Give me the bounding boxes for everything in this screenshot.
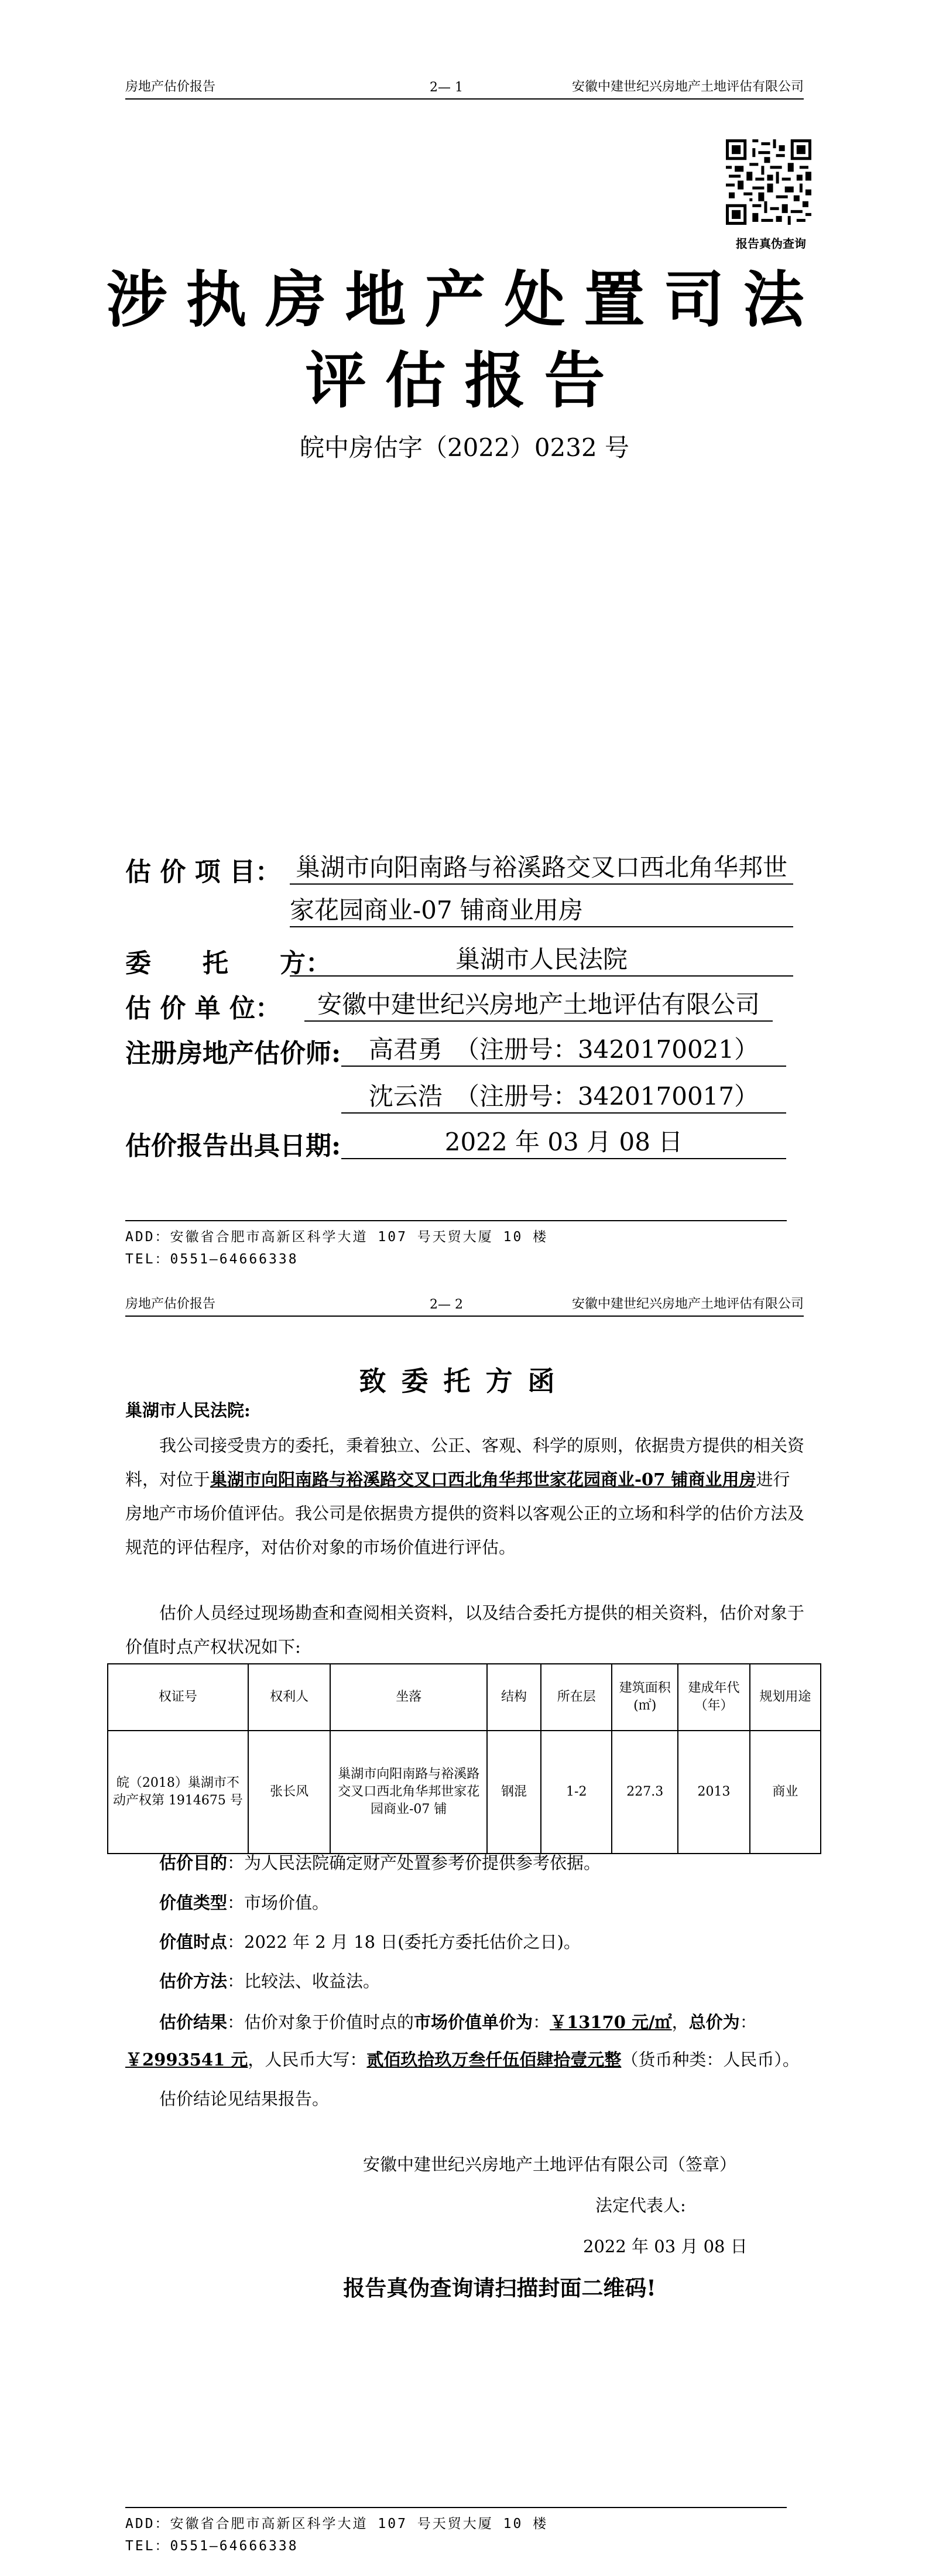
result-paragraph: 估价结果：估价对象于价值时点的市场价值单价为：￥13170 元/㎡，总价为：￥2993541 元，人民币大写：贰佰玖拾玖万叁仟伍佰肆拾壹元整（货币种类：人民币）。 (125, 2012, 800, 2070)
property-rights-table (107, 1663, 821, 1854)
header-company: 安徽中建世纪兴房地产土地评估有限公司 (571, 1297, 804, 1311)
footer-tel: TEL：0551—64666338 (125, 2539, 299, 2554)
footer-tel: TEL：0551—64666338 (125, 1252, 299, 1267)
col-header: 规划用途 (750, 1664, 821, 1731)
appraiser-label: 注册房地产估价师: (125, 1039, 341, 1068)
cell-area: 227.3 (612, 1731, 678, 1854)
paragraph-1: 我公司接受贵方的委托，秉着独立、公正、客观、科学的原则，依据贵方提供的相关资料，对位于巢湖市向阳南路与裕溪路交叉口西北角华邦世家花园商业-07 铺商业用房进行房地产市场价值评估。我公司是依据贵方提供的资料以客观公正的立场和科学的估价方法及规范的评估程序，对估价对象的市场价值进行评估。 (125, 1436, 805, 1557)
appraiser-2: 沈云浩 （注册号：3420170017） (341, 1077, 786, 1114)
cell-owner: 张长风 (248, 1731, 331, 1854)
verify-note: 报告真伪查询请扫描封面二维码! (343, 2275, 656, 2301)
sign-company: 安徽中建世纪兴房地产土地评估有限公司（签章） (363, 2154, 737, 2174)
property-location: 巢湖市向阳南路与裕溪路交叉口西北角华邦世家花园商业-07 铺商业用房 (210, 1469, 756, 1489)
cell-year: 2013 (678, 1731, 750, 1854)
footer-divider (125, 1220, 787, 1221)
item-label: 估 价 项 目： (125, 857, 281, 887)
conclusion-line: 估价结论见结果报告。 (159, 2089, 330, 2109)
footer-address: ADD：安徽省合肥市高新区科学大道 107 号天贸大厦 10 楼 (125, 1229, 549, 1245)
header-left: 房地产估价报告 (125, 1297, 216, 1311)
letter-title: 致委托方函 (359, 1365, 570, 1397)
page-header (125, 75, 804, 100)
page-header-2 (125, 1292, 804, 1317)
col-header: 建成年代（年） (678, 1664, 750, 1731)
client-label: 委 托 方： (125, 948, 331, 978)
cell-location: 巢湖市向阳南路与裕溪路交叉口西北角华邦世家花园商业-07 铺 (330, 1731, 487, 1854)
cell-floor: 1-2 (541, 1731, 612, 1854)
cell-certificate: 皖（2018）巢湖市不动产权第 1914675 号 (108, 1731, 248, 1854)
qr-caption: 报告真伪查询 (736, 237, 806, 251)
cell-usage: 商业 (750, 1731, 821, 1854)
qr-code-icon[interactable] (726, 139, 811, 225)
date-label: 估价报告出具日期: (125, 1131, 341, 1161)
unit-value: 安徽中建世纪兴房地产土地评估有限公司 (304, 985, 773, 1022)
date-value: 2022 年 03 月 08 日 (341, 1123, 786, 1159)
unit-price: ￥13170 元/㎡ (550, 2012, 672, 2032)
client-value: 巢湖市人民法院 (290, 940, 793, 977)
total-price-upper: 贰佰玖拾玖万叁仟伍佰肆拾壹元整 (366, 2050, 622, 2070)
cell-structure: 钢混 (487, 1731, 541, 1854)
total-price: ￥2993541 元 (125, 2050, 248, 2070)
table-row (108, 1731, 821, 1854)
value-time-line: 价值时点：2022 年 2 月 18 日(委托方委托估价之日)。 (159, 1932, 581, 1952)
header-page-number: 2— 2 (430, 1297, 463, 1312)
sign-date: 2022 年 03 月 08 日 (583, 2236, 748, 2256)
report-title-line-1: 涉执房地产处置司法 (106, 263, 823, 335)
item-value-line-1: 巢湖市向阳南路与裕溪路交叉口西北角华邦世 (290, 848, 793, 885)
col-header: 建筑面积(㎡) (612, 1664, 678, 1731)
item-value-line-2: 家花园商业-07 铺商业用房 (290, 891, 793, 927)
header-left: 房地产估价报告 (125, 80, 216, 94)
appraiser-1: 高君勇 （注册号：3420170021） (341, 1030, 786, 1067)
sign-representative: 法定代表人: (595, 2195, 686, 2215)
footer-address: ADD：安徽省合肥市高新区科学大道 107 号天贸大厦 10 楼 (125, 2516, 549, 2532)
report-title-line-2: 评估报告 (305, 344, 624, 416)
unit-label: 估 价 单 位： (125, 994, 281, 1023)
paragraph-2: 估价人员经过现场勘查和查阅相关资料，以及结合委托方提供的相关资料，估价对象于价值时点产权状况如下: (125, 1603, 805, 1657)
col-header: 结构 (487, 1664, 541, 1731)
col-header: 权证号 (108, 1664, 248, 1731)
salutation: 巢湖市人民法院: (125, 1400, 251, 1420)
document-number: 皖中房估字（2022）0232 号 (299, 433, 630, 462)
value-type-line: 价值类型：市场价值。 (159, 1893, 330, 1913)
header-company: 安徽中建世纪兴房地产土地评估有限公司 (571, 80, 804, 94)
col-header: 坐落 (330, 1664, 487, 1731)
col-header: 所在层 (541, 1664, 612, 1731)
table-header-row (108, 1664, 821, 1731)
method-line: 估价方法：比较法、收益法。 (159, 1971, 380, 1991)
purpose-line: 估价目的：为人民法院确定财产处置参考价提供参考依据。 (159, 1853, 601, 1873)
footer-divider (125, 2507, 787, 2508)
header-page-number: 2— 1 (430, 80, 463, 95)
col-header: 权利人 (248, 1664, 331, 1731)
